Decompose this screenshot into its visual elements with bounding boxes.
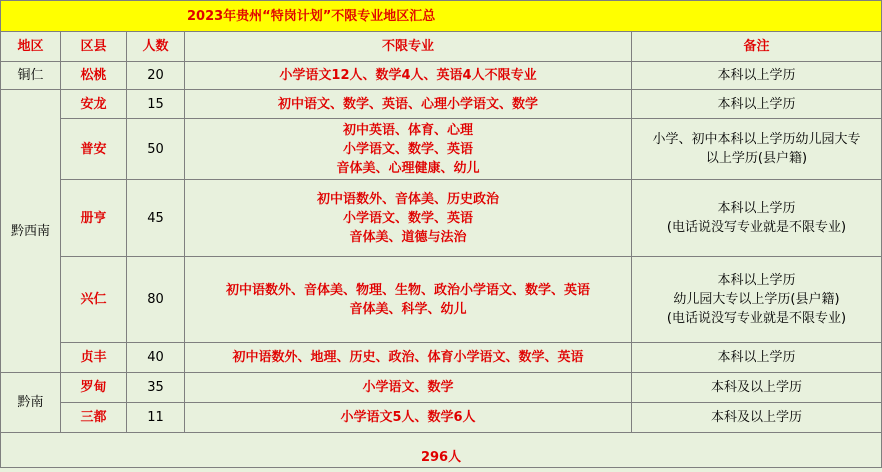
region-cell: 铜仁 bbox=[1, 62, 61, 90]
county-cell: 普安 bbox=[61, 119, 127, 180]
notes-cell bbox=[632, 343, 882, 373]
notes-line: 本科以上学历 bbox=[717, 201, 796, 216]
header-county: 区县 bbox=[61, 32, 127, 62]
notes-line: 本科以上学历 bbox=[717, 68, 796, 83]
table-row bbox=[1, 90, 882, 119]
majors-line: 初中英语、体育、心理 bbox=[342, 122, 473, 138]
majors-cell bbox=[185, 119, 632, 180]
header-row bbox=[1, 32, 882, 62]
notes-line: 本科以上学历 bbox=[717, 273, 796, 288]
count-cell: 45 bbox=[127, 180, 185, 257]
majors-cell bbox=[185, 257, 632, 343]
notes-line: 以上学历(县户籍) bbox=[705, 151, 808, 166]
notes-line: 本科及以上学历 bbox=[711, 380, 803, 395]
notes-line: 本科以上学历 bbox=[717, 350, 796, 365]
total-cell: 296人 bbox=[1, 433, 882, 468]
majors-line: 小学语文、数学 bbox=[362, 380, 454, 395]
notes-line: (电话说没写专业就是不限专业) bbox=[666, 311, 847, 326]
table-row bbox=[1, 119, 882, 180]
majors-line: 小学语文、数学、英语 bbox=[342, 210, 473, 226]
county-cell: 贞丰 bbox=[61, 343, 127, 373]
majors-cell bbox=[185, 180, 632, 257]
county-cell: 兴仁 bbox=[61, 257, 127, 343]
table-row bbox=[1, 257, 882, 343]
count-cell: 35 bbox=[127, 373, 185, 403]
notes-cell bbox=[632, 119, 882, 180]
table-row bbox=[1, 373, 882, 403]
majors-cell bbox=[185, 373, 632, 403]
header-majors: 不限专业 bbox=[185, 32, 632, 62]
notes-line: 本科以上学历 bbox=[717, 96, 796, 112]
table-row bbox=[1, 343, 882, 373]
count-cell: 11 bbox=[127, 403, 185, 433]
table-row bbox=[1, 403, 882, 433]
majors-cell bbox=[185, 62, 632, 90]
header-count: 人数 bbox=[127, 32, 185, 62]
notes-cell bbox=[632, 373, 882, 403]
table-row bbox=[1, 62, 882, 90]
county-cell: 安龙 bbox=[61, 90, 127, 119]
majors-line: 初中语数外、音体美、物理、生物、政治小学语文、数学、英语 bbox=[225, 282, 590, 298]
count-cell: 15 bbox=[127, 90, 185, 119]
notes-line: 本科及以上学历 bbox=[711, 410, 803, 425]
count-cell: 20 bbox=[127, 62, 185, 90]
table-title: 2023年贵州“特岗计划”不限专业地区汇总 bbox=[1, 1, 882, 32]
county-cell: 册亨 bbox=[61, 180, 127, 257]
majors-line: 小学语文、数学、英语 bbox=[342, 141, 473, 157]
majors-line: 小学语文12人、数学4人、英语4人不限专业 bbox=[279, 68, 537, 83]
majors-line: 初中语数外、地理、历史、政治、体育小学语文、数学、英语 bbox=[232, 350, 584, 365]
county-cell: 松桃 bbox=[61, 62, 127, 90]
majors-line: 初中语文、数学、英语、心理小学语文、数学 bbox=[277, 96, 538, 112]
total-row bbox=[1, 433, 882, 468]
majors-cell bbox=[185, 343, 632, 373]
majors-line: 音体美、道德与法治 bbox=[349, 229, 467, 245]
notes-cell bbox=[632, 403, 882, 433]
notes-cell bbox=[632, 90, 882, 119]
majors-line: 音体美、科学、幼儿 bbox=[349, 301, 467, 317]
majors-cell bbox=[185, 90, 632, 119]
county-cell: 罗甸 bbox=[61, 373, 127, 403]
count-cell: 40 bbox=[127, 343, 185, 373]
count-cell: 80 bbox=[127, 257, 185, 343]
majors-line: 初中语数外、音体美、历史政治 bbox=[316, 191, 499, 207]
region-cell: 黔西南 bbox=[1, 90, 61, 373]
majors-line: 小学语文5人、数学6人 bbox=[340, 410, 476, 425]
header-region: 地区 bbox=[1, 32, 61, 62]
notes-cell bbox=[632, 257, 882, 343]
county-cell: 三都 bbox=[61, 403, 127, 433]
header-notes: 备注 bbox=[632, 32, 882, 62]
title-row bbox=[1, 1, 882, 32]
majors-cell bbox=[185, 403, 632, 433]
count-cell: 50 bbox=[127, 119, 185, 180]
table-row bbox=[1, 180, 882, 257]
notes-line: 幼儿园大专以上学历(县户籍) bbox=[673, 292, 840, 307]
notes-line: 小学、初中本科以上学历幼儿园大专 bbox=[652, 132, 861, 147]
region-cell: 黔南 bbox=[1, 373, 61, 433]
notes-cell bbox=[632, 180, 882, 257]
majors-line: 音体美、心理健康、幼儿 bbox=[336, 160, 480, 176]
notes-line: (电话说没写专业就是不限专业) bbox=[666, 220, 847, 235]
notes-cell bbox=[632, 62, 882, 90]
